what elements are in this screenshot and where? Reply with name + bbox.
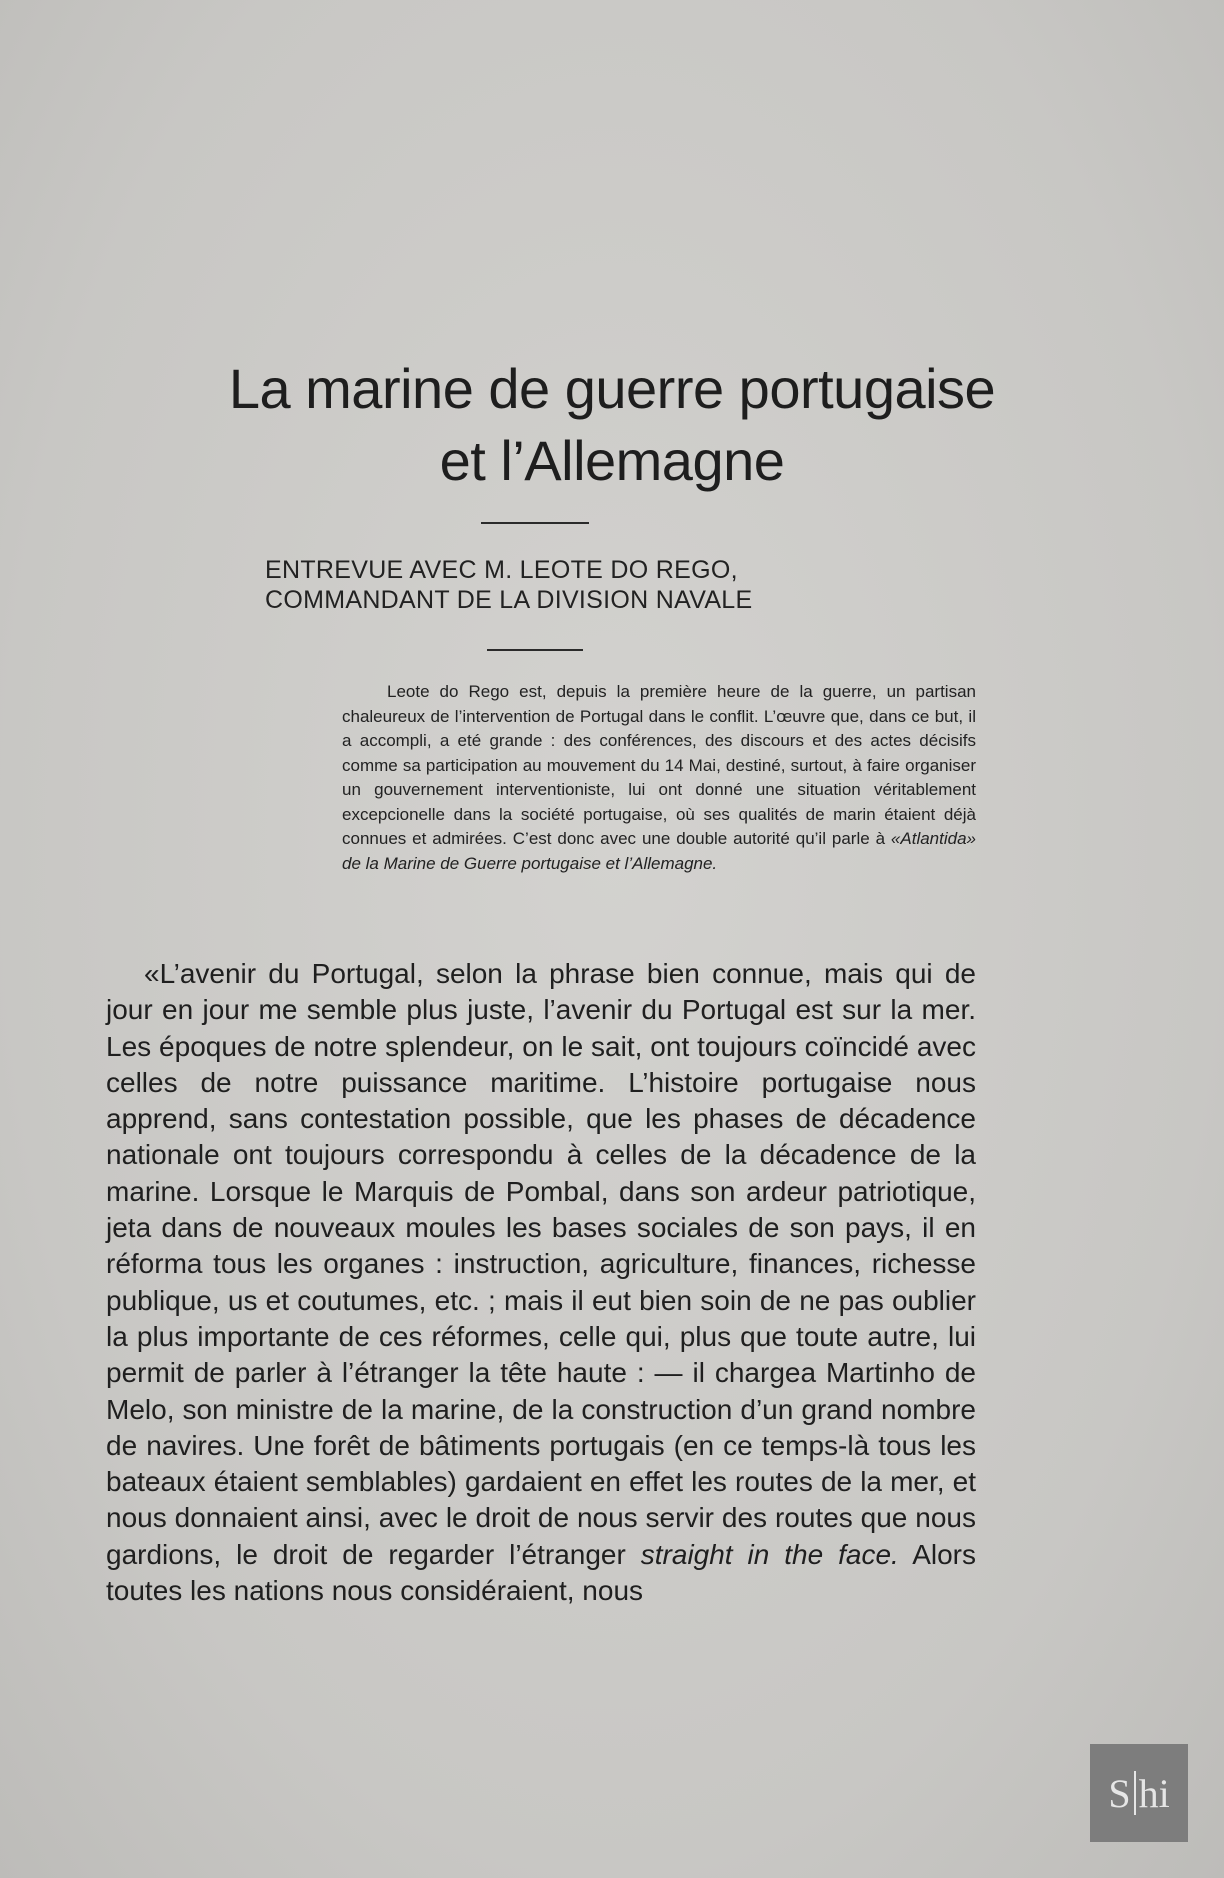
body-text: «L’avenir du Portugal, selon la phrase bien connue, mais qui de jour en jour me semble plus juste, l’avenir du Portugal est sur la mer. Les époques de notre splendeur, on le sait, ont toujours coïncidé avec celles de notre puissance maritime. L’histoire portugaise nous apprend, sans contestation possible, que les phases de décadence nationale ont toujours correspondu à celles de la décadence de la marine. Lorsque le Marquis de Pombal, dans son ardeur patriotique, jeta dans de nouveaux moules les bases sociales de son pays, il en réforma tous les organes : instruction, agriculture, finances, richesse publique, us et coutumes, etc. ; mais il eut bien soin de ne pas oublier la plus importante de ces réformes, celle qui, plus que toute autre, lui permit de parler à l’étranger la tête haute : — il chargea Martinho de Melo, son ministre de la marine, de la construction d’un grand nombre de navires. Une forêt de bâtiments portugais (en ce temps-là tous les bateaux étaient semblables) gardaient en effet les routes de la mer, et nous donnaient ainsi, avec le droit de nous servir des routes que nous gardions, le droit de regarder l’étranger xyxy=(106,958,976,1570)
article-title-line-1: La marine de guerre portugaise xyxy=(228,357,996,420)
body-tail-text: Alors toutes les nations nous considéraient, nous xyxy=(106,1538,976,1607)
logo-bar xyxy=(1134,1771,1136,1815)
library-logo xyxy=(1090,1744,1188,1842)
article-title-line-2: et l’Allemagne xyxy=(439,429,785,492)
logo-letter-left: S xyxy=(1108,1770,1131,1816)
subtitle-line-1: ENTREVUE AVEC M. LEOTE DO REGO, xyxy=(265,556,738,584)
body-paragraph xyxy=(106,956,976,1609)
subtitle-divider xyxy=(487,649,583,651)
intro-italic-text: «Atlantida» de la Marine de Guerre portugaise et l’Allemagne. xyxy=(342,829,976,873)
title-divider xyxy=(481,522,589,524)
body-italic-text: straight in the face. xyxy=(640,1538,899,1570)
subtitle-line-2: COMMANDANT DE LA DIVISION NAVALE xyxy=(265,586,753,614)
intro-paragraph xyxy=(342,680,976,876)
logo-letters-right: hi xyxy=(1138,1770,1170,1816)
intro-text: Leote do Rego est, depuis la première heure de la guerre, un partisan chaleureux de l’intervention de Portugal dans le conflit. L’œuvre que, dans ce but, il a accompli, a eté grande : des conférences, des discours et des actes décisifs comme sa participation au mouvement du 14 Mai, destiné, surtout, à faire organiser un gouvernement interventioniste, lui ont donné une situation véritablement excepcionelle dans la société portugaise, où ses qualités de marin étaient déjà connues et admirées. C’est donc avec une double autorité qu’il parle à xyxy=(342,682,976,848)
